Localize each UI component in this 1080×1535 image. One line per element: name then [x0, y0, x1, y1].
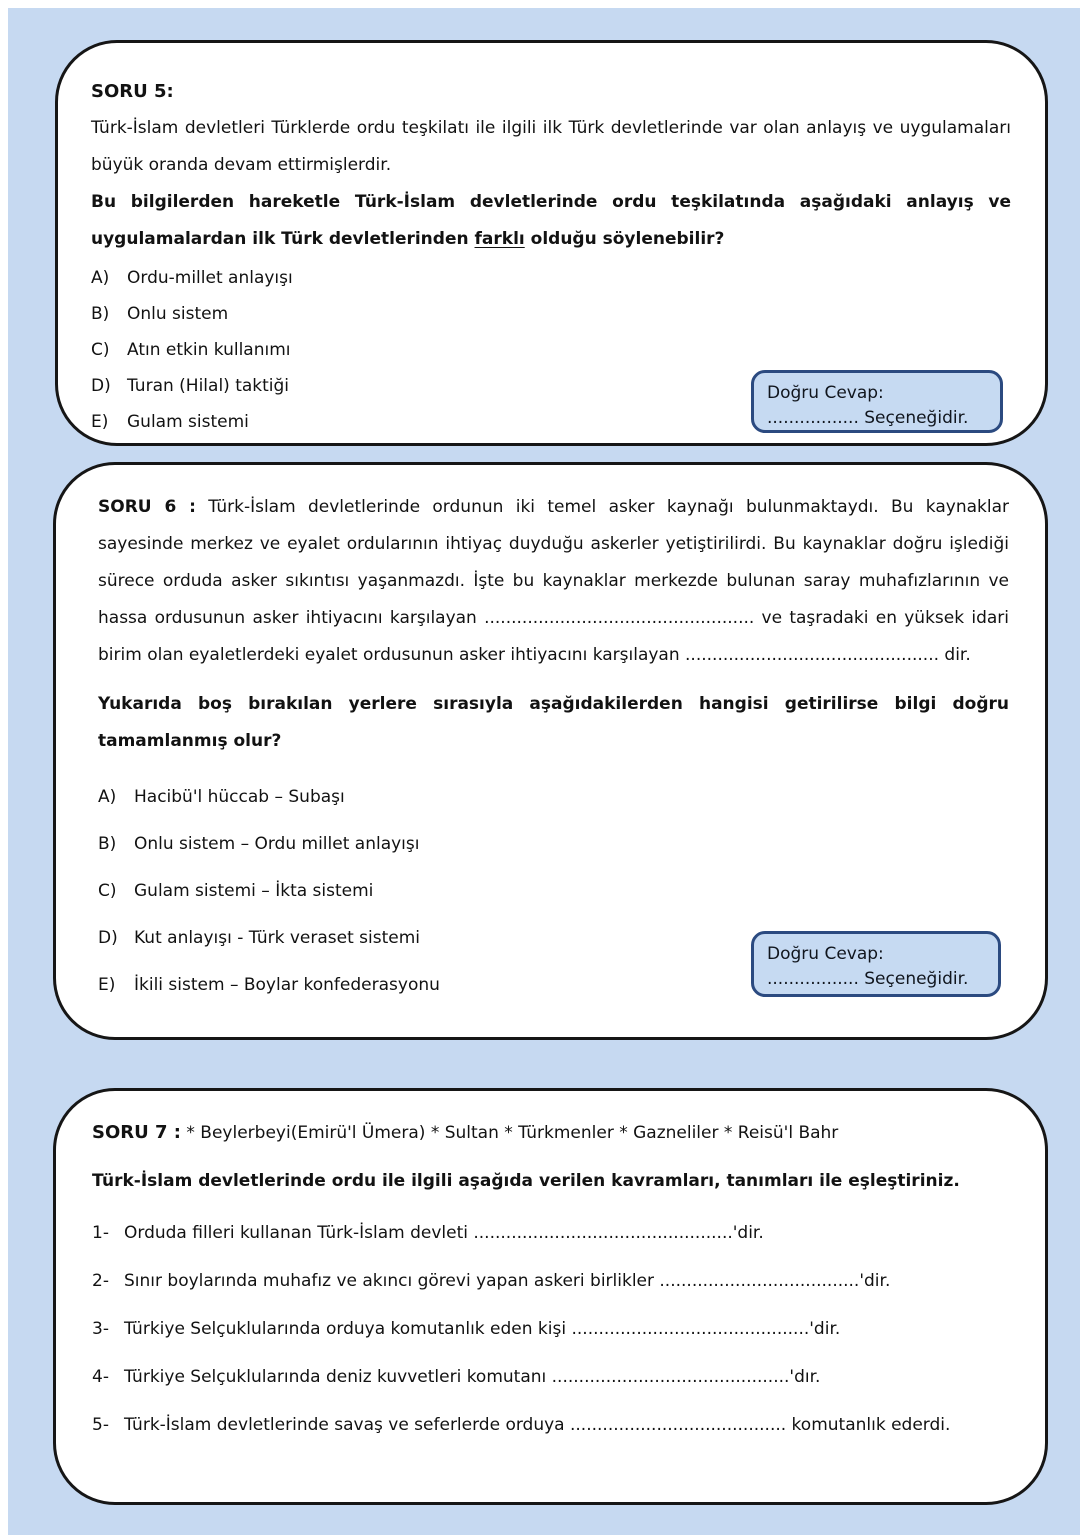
- answer-blank: ................. Seçeneğidir.: [767, 408, 969, 428]
- option-letter: B): [91, 304, 110, 324]
- correct-answer-box-soru6: [751, 931, 1001, 997]
- question5-heading: SORU 5:: [91, 81, 174, 102]
- option-text: İkili sistem – Boylar konfederasyonu: [134, 975, 440, 995]
- option-b: [98, 821, 1009, 868]
- question-card-soru5: [55, 40, 1048, 446]
- option-text: Onlu sistem – Ordu millet anlayışı: [134, 834, 420, 854]
- item-text: Türk-İslam devletlerinde savaş ve seferlerde orduya ........................................ komutanlık ederdi.: [124, 1415, 951, 1435]
- option-letter: C): [98, 881, 117, 901]
- option-c: [98, 868, 1009, 915]
- match-item-3: [92, 1305, 1011, 1353]
- item-number: 4-: [92, 1367, 109, 1387]
- option-b: [91, 296, 1011, 332]
- match-item-2: [92, 1257, 1011, 1305]
- option-letter: D): [91, 376, 111, 396]
- option-letter: E): [91, 412, 109, 432]
- answer-label: Doğru Cevap:: [767, 944, 884, 964]
- question5-intro: Türk-İslam devletleri Türklerde ordu teşkilatı ile ilgili ilk Türk devletlerinde var olan anlayış ve uygulamaları büyük oranda devam ettirmişlerdir.: [91, 118, 1011, 175]
- question5-underlined-word: farklı: [474, 229, 525, 249]
- question7-heading: SORU 7 :: [92, 1122, 181, 1143]
- answer-blank: ................. Seçeneğidir.: [767, 969, 969, 989]
- match-item-5: [92, 1401, 1011, 1449]
- option-text: Turan (Hilal) taktiği: [127, 376, 290, 396]
- option-text: Hacibü'l hüccab – Subaşı: [134, 787, 345, 807]
- question7-items-list: [92, 1209, 1011, 1449]
- option-text: Kut anlayışı - Türk veraset sistemi: [134, 928, 421, 948]
- correct-answer-box-soru5: [751, 370, 1003, 433]
- item-number: 2-: [92, 1271, 109, 1291]
- answer-label: Doğru Cevap:: [767, 383, 884, 403]
- match-item-1: [92, 1209, 1011, 1257]
- question6-heading: SORU 6 :: [98, 497, 196, 517]
- option-text: Gulam sistemi – İkta sistemi: [134, 881, 374, 901]
- item-number: 3-: [92, 1319, 109, 1339]
- option-c: [91, 332, 1011, 368]
- option-text: Gulam sistemi: [127, 412, 249, 432]
- item-text: Orduda filleri kullanan Türk-İslam devleti ................................................'dir.: [124, 1223, 764, 1243]
- question5-prompt-after: olduğu söylenebilir?: [524, 229, 725, 249]
- question-card-soru7: [53, 1088, 1048, 1505]
- question-card-soru6: [53, 462, 1048, 1040]
- item-text: Türkiye Selçuklularında deniz kuvvetleri komutanı ............................................'dır.: [124, 1367, 821, 1387]
- item-text: Türkiye Selçuklularında orduya komutanlık eden kişi ............................................'dir.: [124, 1319, 841, 1339]
- option-a: [98, 774, 1009, 821]
- option-letter: E): [98, 975, 116, 995]
- question7-terms: * Beylerbeyi(Emirü'l Ümera) * Sultan * Türkmenler * Gazneliler * Reisü'l Bahr: [181, 1123, 839, 1143]
- question7-prompt: Türk-İslam devletlerinde ordu ile ilgili aşağıda verilen kavramları, tanımları ile eşleştiriniz.: [92, 1171, 960, 1191]
- item-number: 5-: [92, 1415, 109, 1435]
- question6-prompt: Yukarıda boş bırakılan yerlere sırasıyla aşağıdakilerden hangisi getirilirse bilgi doğru tamamlanmış olur?: [98, 694, 1009, 751]
- question5-prompt-before: Bu bilgilerden hareketle Türk-İslam devletlerinde ordu teşkilatında aşağıdaki anlayış ve uygulamalardan ilk Türk devletlerinden: [91, 192, 1011, 249]
- option-letter: B): [98, 834, 117, 854]
- option-letter: D): [98, 928, 118, 948]
- option-text: Atın etkin kullanımı: [127, 340, 291, 360]
- item-text: Sınır boylarında muhafız ve akıncı görevi yapan askeri birlikler .....................................'dir.: [124, 1271, 891, 1291]
- option-text: Ordu-millet anlayışı: [127, 268, 293, 288]
- question6-body: [98, 489, 1009, 674]
- option-a: [91, 260, 1011, 296]
- question6-body-text: Türk-İslam devletlerinde ordunun iki temel asker kaynağı bulunmaktaydı. Bu kaynaklar sayesinde merkez ve eyalet ordularının ihtiyaç duyduğu askerler yetiştirilirdi. Bu kaynaklar doğru işlediği sürece orduda asker sıkıntısı yaşanmazdı. İşte bu kaynaklar merkezde bulunan saray muhafızlarının ve hassa ordusunun asker ihtiyacını karşılayan .................................................. ve taşradaki en yüksek idari birim olan eyaletlerdeki eyalet ordusunun asker ihtiyacını karşılayan ............................................... dir.: [98, 497, 1009, 665]
- question5-prompt: [91, 184, 1011, 258]
- question7-terms-line: [92, 1115, 1011, 1151]
- match-item-4: [92, 1353, 1011, 1401]
- option-letter: A): [91, 268, 110, 288]
- option-letter: C): [91, 340, 110, 360]
- option-letter: A): [98, 787, 117, 807]
- option-text: Onlu sistem: [127, 304, 229, 324]
- item-number: 1-: [92, 1223, 109, 1243]
